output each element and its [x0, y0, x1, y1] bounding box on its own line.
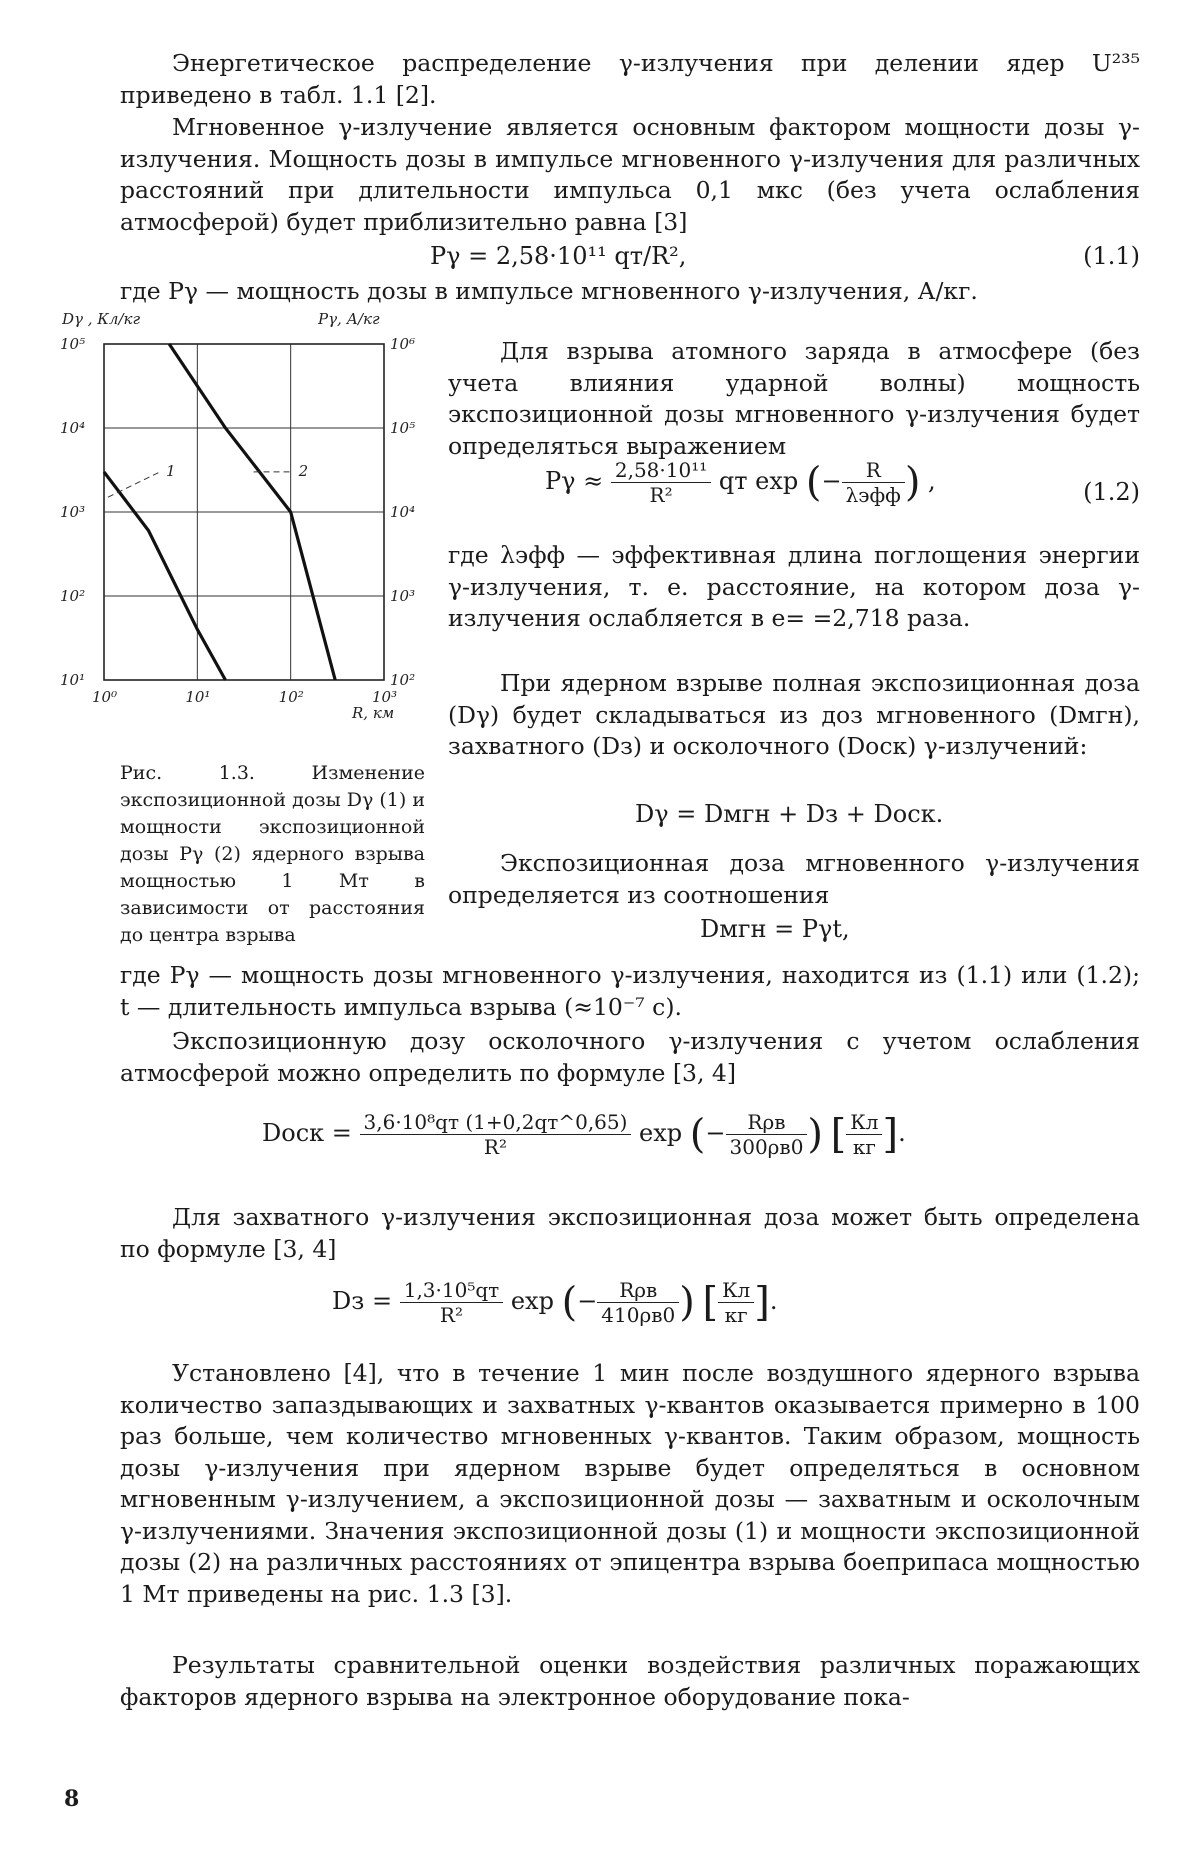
- curve-1-leader: [108, 472, 160, 497]
- right-tick-label: 10³: [390, 587, 416, 605]
- left-tick-label: 10⁵: [60, 335, 86, 353]
- right-tick-label: 10⁶: [390, 335, 416, 353]
- eq2-fraction: $\frac{\text{2,58·10¹¹}}{\text{R²}}$: [611, 458, 711, 507]
- paragraph-total-dose: При ядерном взрыве полная экспозиционная доза (Dγ) будет складываться из доз мгновенного (Dмгн), захватного (Dз) и осколочного (Dоск) γ-излучений:: [448, 669, 1140, 760]
- figure-caption: Рис. 1.3. Изменение экспозиционной дозы Dγ (1) и мощности экспозиционной дозы Pγ (2) ядерного взрыва мощностью 1 Мт в зависимости от расстояния до центра взрыва: [120, 762, 425, 946]
- eq5-exp-fraction: $\frac{\text{Rρв}}{300\rho в0}$: [726, 1110, 808, 1159]
- equation-fragment-dose: Dоск = $\frac{\text{3,6·10⁸qт (1+0,2qт\textasciicircum{}0,65)}}{\text{R²}}$ exp (− $\frac{\text{Rρв}}{300\rho в0}$ ) [ $\frac{Кл}{кг}$ ].: [262, 1110, 906, 1159]
- left-tick-label: 10³: [60, 503, 86, 521]
- eq6-unit: $\frac{Кл}{кг}$: [718, 1278, 754, 1327]
- x-tick-label: 10²: [278, 688, 304, 706]
- page-number: 8: [64, 1786, 80, 1812]
- where-clause-3: где Pγ — мощность дозы мгновенного γ-излучения, находится из (1.1) или (1.2); t — длительность импульса взрыва (≈10⁻⁷ с).: [120, 961, 1140, 1021]
- eq5-unit: $\frac{Кл}{кг}$: [846, 1110, 882, 1159]
- equation-capture-dose: Dз = $\frac{\text{1,3·10⁵qт}}{\text{R²}}$ exp (− $\frac{\text{Rρв}}{410\rho в0}$ ) [ $\frac{Кл}{кг}$ ].: [332, 1278, 778, 1327]
- equation-dose-sum: Dγ = Dмгн + Dз + Dоск.: [635, 800, 944, 828]
- equation-1-2-number: (1.2): [1083, 478, 1140, 506]
- paragraph-conclusion: Установлено [4], что в течение 1 мин после воздушного ядерного взрыва количество запаздывающих и захватных γ-квантов оказывается примерно в 100 раз больше, чем количество мгновенных γ-квантов. Таким образом, мощность дозы γ-излучения при ядерном взрыве будет определяться в основном мгновенным γ-излучением, а экспозиционной дозы — захватным и осколочным γ-излучениями. Значения экспозиционной дозы (1) и мощности экспозиционной дозы (2) на различных расстояниях от эпицентра взрыва боеприпаса мощностью 1 Мт приведены на рис. 1.3 [3].: [120, 1359, 1140, 1608]
- right-tick-label: 10⁵: [390, 419, 416, 437]
- eq5-lhs: Dоск =: [262, 1119, 352, 1147]
- eq6-lhs: Dз =: [332, 1287, 393, 1315]
- paragraph-atomic-charge: Для взрыва атомного заряда в атмосфере (без учета влияния ударной волны) мощность экспозиционной дозы мгновенного γ-излучения будет определяться выражением: [448, 337, 1140, 460]
- eq5-fraction: $\frac{\text{3,6·10⁸qт (1+0,2qт\textasciicircum{}0,65)}}{\text{R²}}$: [360, 1110, 632, 1159]
- paragraph-capture-dose: Для захватного γ-излучения экспозиционная доза может быть определена по формуле [3, 4]: [120, 1203, 1140, 1263]
- eq2-exp-fraction: $\frac{R}{\text{λэфф}}$: [842, 458, 905, 507]
- paragraph-energy-distribution: Энергетическое распределение γ-излучения при делении ядер U²³⁵ приведено в табл. 1.1 [2].: [120, 49, 1140, 109]
- figure-chart: [56, 302, 432, 722]
- left-axis-label: Dγ , Кл/кг: [62, 310, 141, 328]
- where-clause-1: где Pγ — мощность дозы в импульсе мгновенного γ-излучения, А/кг.: [120, 277, 978, 305]
- curve-1-label: 1: [166, 461, 176, 480]
- paragraph-prompt-gamma: Мгновенное γ-излучение является основным фактором мощности дозы γ-излучения. Мощность дозы в импульсе мгновенного γ-излучения для различных расстояний при длительности импульса 0,1 мкс (без учета ослабления атмосферой) будет приблизительно равна [3]: [120, 113, 1140, 236]
- equation-1-1: Pγ = 2,58·10¹¹ qт/R²,: [430, 242, 687, 270]
- x-tick-label: 10⁰: [92, 688, 118, 706]
- paragraph-prompt-dose: Экспозиционная доза мгновенного γ-излучения определяется из соотношения: [448, 849, 1140, 909]
- eq6-exp-fraction: $\frac{\text{Rρв}}{410\rho в0}$: [597, 1278, 679, 1327]
- left-tick-label: 10¹: [60, 671, 86, 689]
- paragraph-fragment-dose: Экспозиционную дозу осколочного γ-излучения с учетом ослабления атмосферой можно определить по формуле [3, 4]: [120, 1027, 1140, 1087]
- where-clause-2: где λэфф — эффективная длина поглощения энергии γ-излучения, т. е. расстояние, на котором доза γ-излучения ослабляется в e= =2,718 раза.: [448, 541, 1140, 632]
- equation-1-2: Pγ ≈ $\frac{\text{2,58·10¹¹}}{\text{R²}}$ qт exp (− $\frac{R}{\text{λэфф}}$ ) ,: [545, 458, 936, 507]
- eq2-lhs: Pγ ≈: [545, 467, 604, 495]
- x-tick-label: 10³: [372, 688, 398, 706]
- chart-ticks: [60, 335, 415, 706]
- left-tick-label: 10⁴: [60, 419, 86, 437]
- paragraph-results: Результаты сравнительной оценки воздействия различных поражающих факторов ядерного взрыва на электронное оборудование пока-: [120, 1651, 1140, 1711]
- x-tick-label: 10¹: [185, 688, 211, 706]
- series-line-1: [104, 472, 225, 680]
- right-axis-label: Pγ, А/кг: [318, 310, 380, 328]
- chart-grid: [104, 344, 384, 680]
- curve-2-label: 2: [298, 461, 309, 480]
- right-tick-label: 10⁴: [390, 503, 416, 521]
- left-tick-label: 10²: [60, 587, 86, 605]
- equation-1-1-number: (1.1): [1083, 242, 1140, 270]
- eq2-mid: qт exp: [718, 467, 799, 495]
- eq6-fraction: $\frac{\text{1,3·10⁵qт}}{\text{R²}}$: [400, 1278, 504, 1327]
- right-tick-label: 10²: [390, 671, 416, 689]
- x-axis-label: R, км: [352, 704, 395, 722]
- equation-dose-prompt: Dмгн = Pγt,: [700, 915, 850, 943]
